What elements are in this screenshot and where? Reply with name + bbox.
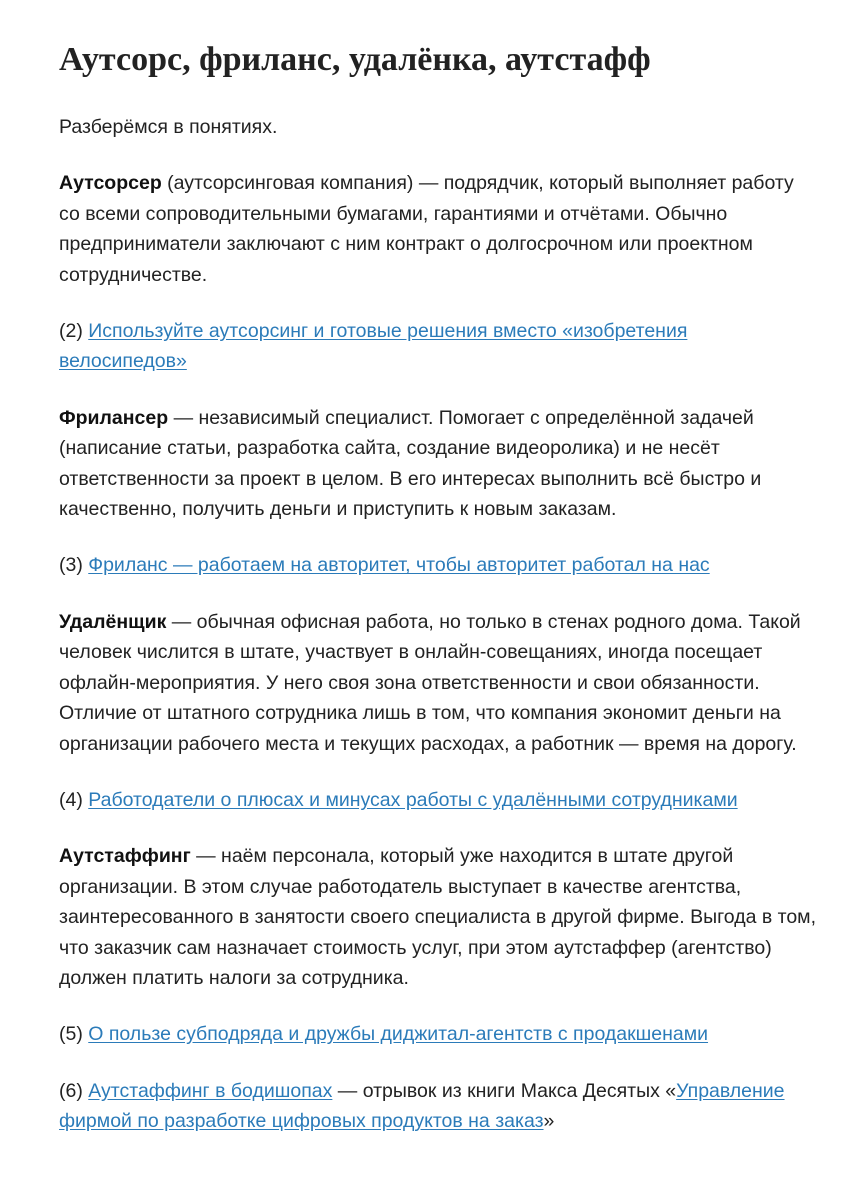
- link-book-management[interactable]: Управление фирмой по разработке цифровых продуктов на заказ: [59, 1079, 785, 1133]
- reference-2: [59, 316, 818, 377]
- reference-3: [59, 550, 818, 580]
- term-freelancer: Фрилансер: [59, 406, 169, 429]
- reference-number: (3): [59, 554, 89, 577]
- page-title: Аутсорс, фриланс, удалёнка, аутстафф: [59, 41, 651, 78]
- paragraph-freelancer: [59, 403, 818, 525]
- definition-remote-worker: — обычная офисная работа, но только в стенах родного дома. Такой человек числится в штате, участвует в онлайн-совещаниях, иногда посещает офлайн-мероприятия. У него своя зона ответственности и свои обязанности. Отличие от штатного сотрудника лишь в том, что компания экономит деньги на организации рабочего места и текущих расходах, а работник — время на дорогу.: [59, 610, 801, 755]
- term-remote-worker: Удалёнщик: [59, 610, 167, 633]
- paragraph-outsourcer: [59, 168, 818, 290]
- paragraph-outstaffing: [59, 841, 818, 993]
- definition-outsourcer: (аутсорсинговая компания) — подрядчик, который выполняет работу со всеми сопроводительными бумагами, гарантиями и отчётами. Обычно предприниматели заключают с ним контракт о долгосрочном или проектном сотрудничестве.: [59, 172, 794, 286]
- reference-number: (6): [59, 1079, 89, 1102]
- intro-text: Разберёмся в понятиях.: [59, 116, 278, 138]
- reference-6-end-text: »: [543, 1110, 555, 1133]
- reference-5: [59, 1019, 818, 1049]
- reference-number: (5): [59, 1023, 89, 1046]
- term-outsourcer: Аутсорсер: [59, 172, 162, 195]
- reference-4: [59, 785, 818, 815]
- paragraph-remote-worker: [59, 607, 818, 759]
- link-remote-employees[interactable]: Работодатели о плюсах и минусах работы с удалёнными сотрудниками: [88, 788, 738, 811]
- link-outstaffing-bodyshops[interactable]: Аутстаффинг в бодишопах: [88, 1079, 333, 1102]
- reference-6-middle-text: — отрывок из книги Макса Десятых «: [332, 1079, 677, 1102]
- reference-6: [59, 1076, 818, 1137]
- term-outstaffing: Аутстаффинг: [59, 845, 191, 868]
- link-freelance-authority[interactable]: Фриланс — работаем на авторитет, чтобы авторитет работал на нас: [88, 554, 710, 577]
- link-outsourcing-solutions[interactable]: Используйте аутсорсинг и готовые решения вместо «изобретения велосипедов»: [59, 320, 688, 373]
- definition-freelancer: — независимый специалист. Помогает с определённой задачей (написание статьи, разработка сайта, создание видеоролика) и не несёт ответственности за проект в целом. В его интересах выполнить всё быстро и качественно, получить деньги и приступить к новым заказам.: [59, 406, 762, 521]
- definition-outstaffing: — наём персонала, который уже находится в штате другой организации. В этом случае работодатель выступает в качестве агентства, заинтересованного в занятости своего специалиста в другой фирме. Выгода в том, что заказчик сам назначает стоимость услуг, при этом аутстаффер (агентство) должен платить налоги за сотрудника.: [59, 845, 817, 989]
- reference-number: (4): [59, 788, 89, 811]
- link-subcontracting[interactable]: О пользе субподряда и дружбы диджитал-агентств с продакшенами: [88, 1023, 709, 1046]
- reference-number: (2): [59, 320, 89, 343]
